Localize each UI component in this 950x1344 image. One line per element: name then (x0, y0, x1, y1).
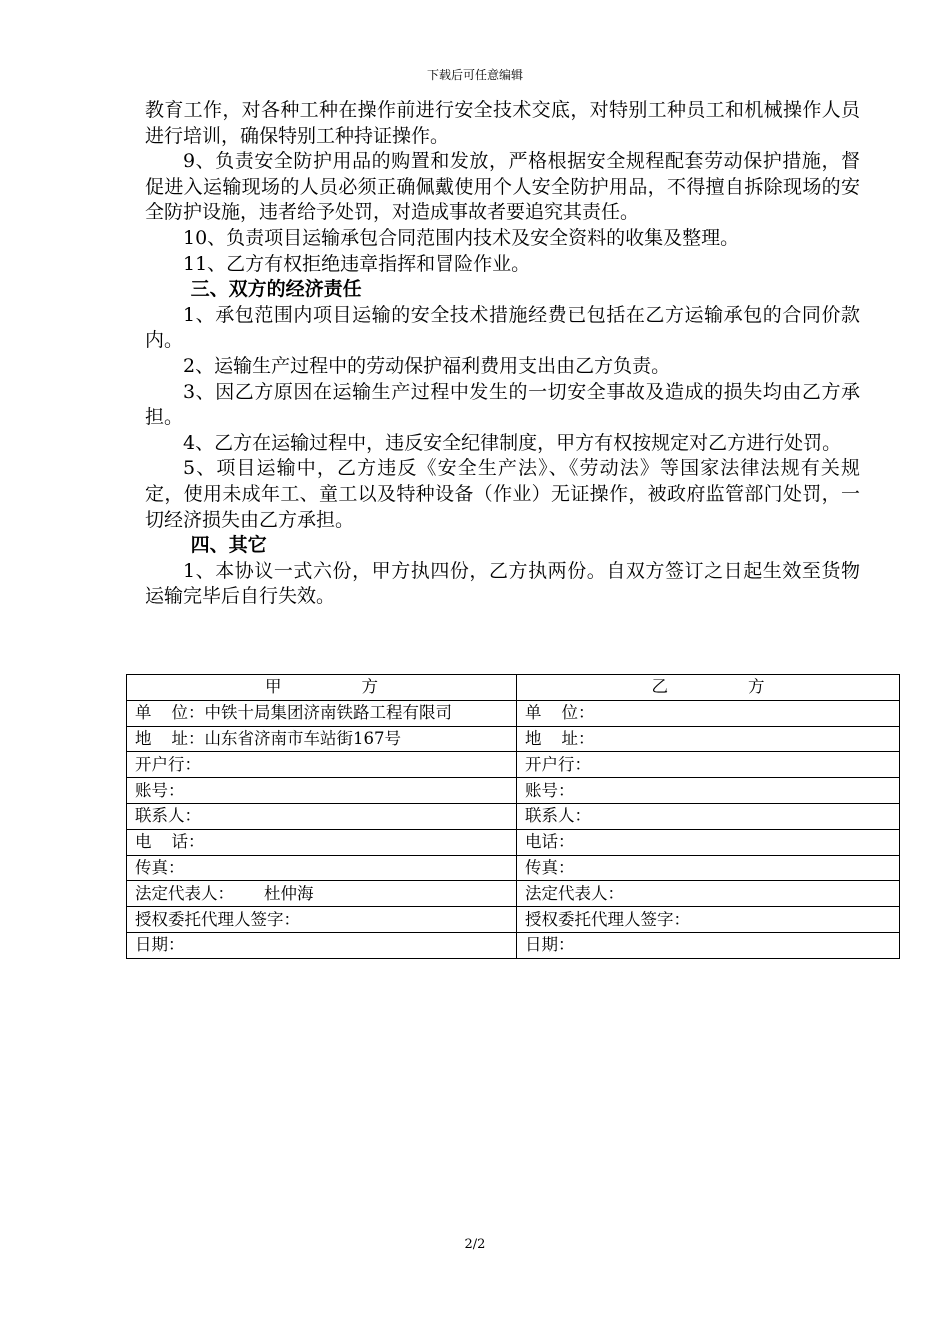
table-row (127, 726, 900, 752)
clause-9: 9、负责安全防护用品的购置和发放，严格根据安全规程配套劳动保护措施，督促进入运输现场的人员必须正确佩戴使用个人安全防护用品，不得擅自拆除现场的安全防护设施，违者给予处罚，对造成事故者要追究其责任。 (145, 150, 860, 224)
party-a-header-char-1: 甲 (265, 677, 282, 697)
paragraph: 教育工作，对各种工种在操作前进行安全技术交底，对特别工种员工和机械操作人员进行培训，确保特别工种持证操作。 (145, 99, 860, 147)
table-row (127, 932, 900, 958)
document-body (145, 98, 860, 610)
table-row (127, 881, 900, 907)
table-row (127, 700, 900, 726)
party-b-account: 账号： (517, 778, 900, 804)
page-number: 2/2 (464, 1237, 486, 1252)
party-b-date: 日期： (517, 932, 900, 958)
unit-label-char-1: 单 (525, 703, 542, 723)
party-b-contact: 联系人： (517, 803, 900, 829)
party-b-phone: 电话： (517, 829, 900, 855)
party-a-account: 账号： (127, 778, 517, 804)
table-row (127, 855, 900, 881)
party-a-header-char-2: 方 (361, 677, 378, 697)
address-label-char-2: 址： (171, 728, 205, 748)
economic-clause-3: 3、因乙方原因在运输生产过程中发生的一切安全事故及造成的损失均由乙方承担。 (145, 380, 860, 429)
party-b-legal-rep: 法定代表人： (517, 881, 900, 907)
address-label-char-1: 地 (135, 728, 152, 748)
clause-11: 11、乙方有权拒绝违章指挥和冒险作业。 (183, 252, 531, 275)
unit-label-char-2: 位： (561, 703, 595, 723)
address-label-char-1: 地 (525, 728, 542, 748)
economic-clause-4: 4、乙方在运输过程中，违反安全纪律制度，甲方有权按规定对乙方进行处罚。 (183, 431, 842, 454)
party-a-fax: 传真： (127, 855, 517, 881)
party-a-header (127, 675, 517, 701)
table-row (127, 829, 900, 855)
economic-clause-2: 2、运输生产过程中的劳动保护福利费用支出由乙方负责。 (183, 354, 671, 377)
party-b-header (517, 675, 900, 701)
party-a-address-value: 山东省济南市车站街167号 (204, 728, 401, 748)
party-b-address (517, 726, 900, 752)
party-a-bank: 开户行： (127, 752, 517, 778)
party-a-legal-rep-value: 杜仲海 (264, 883, 314, 903)
party-b-header-char-1: 乙 (651, 677, 668, 697)
phone-label-char-1: 电 (135, 832, 152, 852)
party-a-unit (127, 700, 517, 726)
table-row (127, 803, 900, 829)
party-a-legal-rep (127, 881, 517, 907)
party-a-unit-value: 中铁十局集团济南铁路工程有限司 (204, 703, 452, 723)
table-row (127, 778, 900, 804)
party-b-bank: 开户行： (517, 752, 900, 778)
party-a-date: 日期： (127, 932, 517, 958)
party-b-fax: 传真： (517, 855, 900, 881)
party-a-phone (127, 829, 517, 855)
clause-10: 10、负责项目运输承包合同范围内技术及安全资料的收集及整理。 (183, 226, 740, 249)
table-row (127, 907, 900, 933)
other-clause-1: 1、本协议一式六份，甲方执四份，乙方执两份。自双方签订之日起生效至货物运输完毕后自行失效。 (145, 559, 860, 608)
table-header-row (127, 675, 900, 701)
section-heading-4: 四、其它 (190, 534, 267, 557)
phone-label-char-2: 话： (171, 832, 205, 852)
unit-label-char-2: 位： (171, 703, 205, 723)
party-b-header-char-2: 方 (748, 677, 765, 697)
party-b-agent-signature: 授权委托代理人签字： (517, 907, 900, 933)
party-b-unit (517, 700, 900, 726)
table-row (127, 752, 900, 778)
party-a-contact: 联系人： (127, 803, 517, 829)
unit-label-char-1: 单 (135, 703, 152, 723)
party-a-agent-signature: 授权委托代理人签字： (127, 907, 517, 933)
signature-table (126, 674, 900, 959)
section-heading-3: 三、双方的经济责任 (190, 278, 362, 301)
economic-clause-1: 1、承包范围内项目运输的安全技术措施经费已包括在乙方运输承包的合同价款内。 (145, 303, 860, 352)
legal-rep-label: 法定代表人： (135, 883, 234, 903)
party-a-address (127, 726, 517, 752)
page-header-note: 下载后可任意编辑 (426, 68, 523, 82)
address-label-char-2: 址： (561, 728, 595, 748)
economic-clause-5: 5、项目运输中，乙方违反《安全生产法》、《劳动法》等国家法律法规有关规定，使用未成年工、童工以及特种设备（作业）无证操作，被政府监管部门处罚，一切经济损失由乙方承担。 (145, 457, 860, 531)
